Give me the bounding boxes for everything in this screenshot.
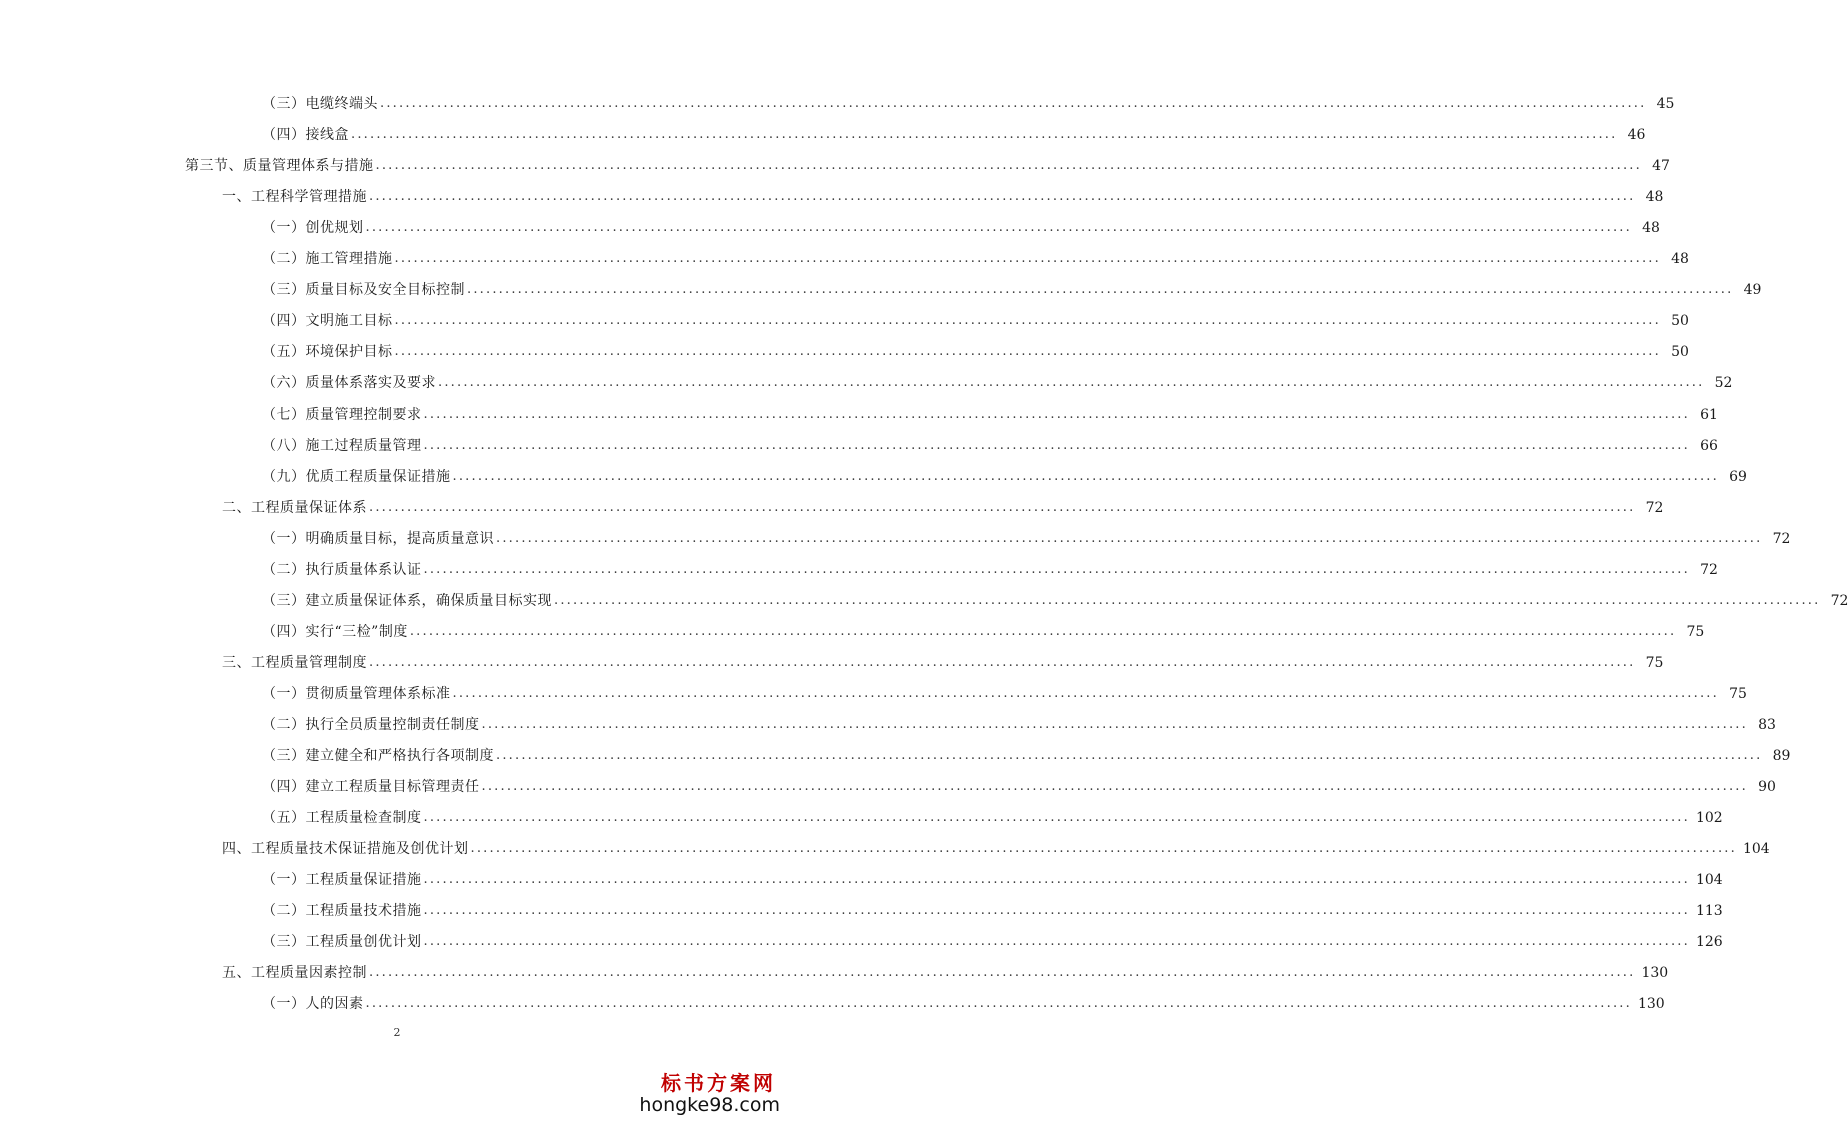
toc-entry-title: 五、工程质量因素控制 [222,965,367,982]
toc-dot-leader: ........................................................................................................................................................................................................ [423,437,1690,453]
toc-entry-title: （三）电缆终端头 [262,96,378,112]
toc-entry-page: 69 [1729,468,1747,485]
toc-entry[interactable] [262,432,1718,460]
toc-entry-title: （三）质量目标及安全目标控制 [262,282,465,299]
toc-entry-title: （二）工程质量技术措施 [262,903,422,920]
toc-dot-leader: ........................................................................................................................................................................................................ [394,251,1661,267]
toc-dot-leader: ........................................................................................................................................................................................................ [423,561,1690,577]
toc-entry-title: 三、工程质量管理制度 [222,654,367,671]
toc-dot-leader: ........................................................................................................................................................................................................ [423,872,1690,888]
toc-entry-page: 104 [1695,872,1723,889]
toc-dot-leader: ........................................................................................................................................................................................................ [369,654,1636,670]
toc-entry-page: 61 [1700,406,1718,423]
toc-entry-page: 83 [1758,717,1776,733]
toc-entry-page: 47 [1652,158,1670,175]
watermark-logo [639,1067,780,1116]
toc-entry-title: （五）工程质量检查制度 [262,810,422,827]
toc-entry[interactable] [222,835,1770,863]
toc-entry-page: 130 [1637,996,1665,1013]
toc-entry[interactable] [262,773,1776,801]
toc-dot-leader: ........................................................................................................................................................................................................ [365,996,1632,1012]
toc-entry-title: （九）优质工程质量保证措施 [262,468,451,485]
toc-dot-leader: ........................................................................................................................................................................................................ [423,934,1690,950]
toc-entry-title: （二）执行质量体系认证 [262,561,422,578]
toc-entry[interactable] [262,369,1733,397]
toc-entry[interactable] [222,959,1669,987]
toc-entry-page: 48 [1671,251,1689,268]
toc-entry-page: 130 [1641,965,1669,982]
toc-dot-leader: ........................................................................................................................................................................................................ [481,779,1748,795]
toc-entry-title: （二）执行全员质量控制责任制度 [262,717,480,733]
toc-entry-page: 72 [1830,592,1848,609]
toc-dot-leader: ........................................................................................................................................................................................................ [452,685,1719,701]
toc-entry[interactable] [262,90,1675,118]
toc-entry-title: （八）施工过程质量管理 [262,437,422,454]
toc-entry-page: 45 [1656,96,1675,112]
toc-entry[interactable] [262,338,1689,366]
watermark-domain: hongke98.com [639,1094,780,1116]
toc-dot-leader: ........................................................................................................................................................................................................ [467,282,1734,298]
toc-entry[interactable] [262,525,1791,553]
toc-entry-title: 一、工程科学管理措施 [222,189,367,206]
toc-entry-page: 66 [1700,437,1718,454]
toc-dot-leader: ........................................................................................................................................................................................................ [423,903,1690,919]
toc-entry-page: 48 [1642,220,1660,237]
toc-entry-page: 46 [1627,127,1646,144]
toc-entry-page: 72 [1645,499,1664,516]
toc-dot-leader: ........................................................................................................................................................................................................ [481,717,1748,732]
toc-entry-title: （六）质量体系落实及要求 [262,375,436,392]
toc-entry[interactable] [222,649,1664,677]
toc-entry-page: 104 [1742,841,1770,858]
toc-entry[interactable] [262,214,1660,242]
toc-entry-page: 75 [1645,654,1664,671]
toc-entry-title: （四）接线盒 [262,127,349,144]
toc-entry[interactable] [262,804,1723,832]
toc-entry-title: （一）贯彻质量管理体系标准 [262,685,451,702]
toc-entry-page: 102 [1695,810,1723,827]
toc-entry[interactable] [262,680,1747,708]
toc-entry[interactable] [262,587,1848,615]
toc-entry[interactable] [262,711,1776,739]
toc-dot-leader: ........................................................................................................................................................................................................ [423,810,1690,826]
toc-entry[interactable] [262,618,1705,646]
toc-entry-title: （一）创优规划 [262,220,364,237]
toc-entry[interactable] [262,556,1718,584]
toc-entry-title: （四）文明施工目标 [262,313,393,330]
toc-entry-title: （三）工程质量创优计划 [262,934,422,951]
toc-dot-leader: ........................................................................................................................................................................................................ [423,406,1690,422]
toc-entry[interactable] [262,463,1747,491]
toc-entry-page: 75 [1729,685,1747,702]
toc-entry-title: （七）质量管理控制要求 [262,406,422,423]
page-number: 2 [393,1026,401,1039]
toc-entry-page: 50 [1671,344,1689,361]
toc-entry-page: 113 [1695,903,1723,920]
toc-entry[interactable] [262,307,1689,335]
toc-entry[interactable] [185,152,1670,180]
toc-dot-leader: ........................................................................................................................................................................................................ [394,344,1661,360]
toc-entry[interactable] [262,401,1718,429]
toc-entry-title: （一）工程质量保证措施 [262,872,422,889]
toc-dot-leader: ........................................................................................................................................................................................................ [496,748,1763,764]
toc-dot-leader: ........................................................................................................................................................................................................ [369,189,1636,205]
toc-entry-title: （一）人的因素 [262,996,364,1013]
toc-entry-title: （四）建立工程质量目标管理责任 [262,779,480,796]
toc-entry-page: 48 [1645,189,1664,206]
toc-entry[interactable] [262,928,1723,956]
toc-entry-page: 75 [1686,623,1705,640]
toc-entry-title: （二）施工管理措施 [262,251,393,268]
toc-dot-leader: ........................................................................................................................................................................................................ [369,965,1636,981]
toc-entry-page: 126 [1695,934,1723,951]
toc-entry[interactable] [222,494,1664,522]
toc-dot-leader: ........................................................................................................................................................................................................ [375,158,1642,174]
toc-dot-leader: ........................................................................................................................................................................................................ [365,220,1632,236]
toc-entry-title: 四、工程质量技术保证措施及创优计划 [222,841,469,858]
toc-entry[interactable] [262,897,1723,925]
toc-entry[interactable] [262,121,1646,149]
toc-entry[interactable] [222,183,1664,211]
toc-dot-leader: ........................................................................................................................................................................................................ [369,499,1636,515]
toc-entry-title: （五）环境保护目标 [262,344,393,361]
toc-entry-title: 二、工程质量保证体系 [222,499,367,516]
watermark-brand: 标书方案网 [661,1071,776,1095]
toc-dot-leader: ........................................................................................................................................................................................................ [438,375,1705,391]
toc-dot-leader: ........................................................................................................................................................................................................ [380,96,1647,111]
toc-entry-title: （一）明确质量目标，提高质量意识 [262,530,494,547]
toc-entry[interactable] [262,866,1723,894]
toc-entry[interactable] [262,276,1762,304]
toc-entry-page: 90 [1758,779,1776,796]
toc-dot-leader: ........................................................................................................................................................................................................ [351,127,1618,143]
toc-entry-page: 50 [1671,313,1689,330]
toc-entry[interactable] [262,990,1665,1018]
toc-dot-leader: ........................................................................................................................................................................................................ [470,841,1737,857]
toc-entry-page: 49 [1743,282,1762,299]
toc-entry-title: （三）建立健全和严格执行各项制度 [262,748,494,765]
toc-entry-title: （三）建立质量保证体系，确保质量目标实现 [262,592,552,609]
toc-dot-leader: ........................................................................................................................................................................................................ [554,592,1821,608]
toc-entry[interactable] [262,742,1791,770]
toc-dot-leader: ........................................................................................................................................................................................................ [394,313,1661,329]
toc-entry-title: 第三节、质量管理体系与措施 [185,158,374,175]
toc-dot-leader: ........................................................................................................................................................................................................ [452,468,1719,484]
toc-entry-page: 52 [1714,375,1733,392]
toc-entry-page: 72 [1700,561,1718,578]
toc-entry-page: 89 [1772,748,1791,765]
toc-entry-page: 72 [1772,530,1791,547]
toc-dot-leader: ........................................................................................................................................................................................................ [409,623,1677,639]
toc-entry[interactable] [262,245,1689,273]
toc-dot-leader: ........................................................................................................................................................................................................ [496,530,1763,546]
toc-entry-title: （四）实行“三检”制度 [262,623,408,640]
